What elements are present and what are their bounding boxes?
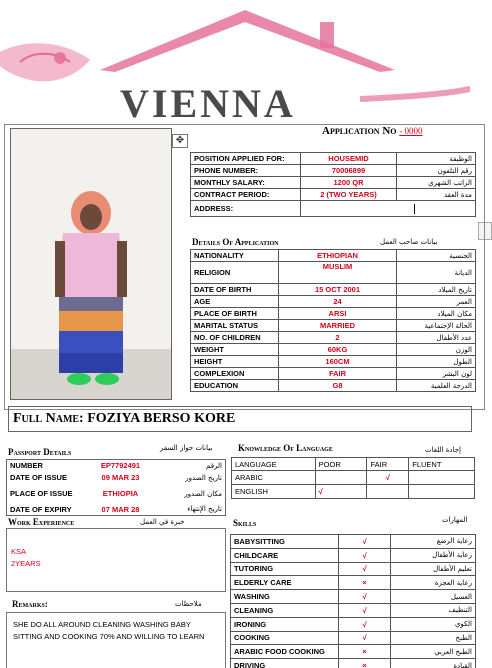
detail-arabic: الديانة — [397, 262, 476, 284]
detail-label: COMPLEXION — [191, 368, 279, 380]
details-title-arabic: بيانات صاحب العمل — [380, 238, 438, 246]
language-fluent — [409, 471, 475, 485]
salary-arabic: الراتب الشهري — [397, 177, 476, 189]
position-label: POSITION APPLIED FOR: — [191, 153, 301, 165]
detail-label: RELIGION — [191, 262, 279, 284]
detail-label: HEIGHT — [191, 356, 279, 368]
applicant-photo — [10, 128, 172, 400]
address-label: ADDRESS: — [191, 201, 301, 217]
table-row — [191, 320, 476, 332]
skill-mark: √ — [339, 617, 391, 631]
applicant-photo-illustration — [11, 129, 171, 399]
table-row — [191, 262, 476, 284]
application-number-label: Application No — [322, 125, 397, 137]
table-row — [191, 153, 476, 165]
passport-title-arabic: بيانات جواز السفر — [160, 444, 213, 452]
passport-label: PLACE OF ISSUE — [10, 489, 73, 498]
skill-arabic: رعاية العجزة — [391, 576, 476, 590]
detail-arabic: الوزن — [397, 344, 476, 356]
language-name: ENGLISH — [232, 485, 316, 499]
detail-value: 15 OCT 2001 — [279, 284, 397, 296]
table-row — [231, 631, 476, 645]
work-title: Work Experience — [8, 517, 75, 527]
table-row — [191, 284, 476, 296]
skill-arabic: التنظيف — [391, 603, 476, 617]
full-name-label: Full Name: — [13, 411, 84, 426]
move-handle-icon[interactable]: ✥ — [172, 134, 188, 148]
skill-arabic: القيادة — [391, 659, 476, 668]
application-number-value: - 0000 — [399, 126, 423, 136]
detail-arabic: الدرجة العلمية — [397, 380, 476, 392]
language-header: POOR — [315, 458, 367, 471]
table-row — [191, 165, 476, 177]
table-row — [231, 659, 476, 668]
passport-value: 09 MAR 23 — [101, 473, 140, 482]
detail-value: 160CM — [279, 356, 397, 368]
skill-name: ELDERLY CARE — [231, 576, 339, 590]
detail-value: 24 — [279, 296, 397, 308]
skill-name: ARABIC FOOD COOKING — [231, 645, 339, 659]
detail-value: ARSI — [279, 308, 397, 320]
skill-arabic: تعليم الأطفال — [391, 562, 476, 576]
table-row — [231, 617, 476, 631]
table-row — [7, 472, 226, 484]
detail-arabic: الحالة الإجتماعية — [397, 320, 476, 332]
skill-mark: √ — [339, 603, 391, 617]
table-row — [7, 484, 226, 504]
skill-name: DRIVING — [231, 659, 339, 668]
table-row — [231, 548, 476, 562]
skill-mark: × — [339, 645, 391, 659]
table-row — [191, 368, 476, 380]
detail-label: PLACE OF BIRTH — [191, 308, 279, 320]
language-name: ARABIC — [232, 471, 316, 485]
passport-label: DATE OF EXPIRY — [10, 504, 72, 514]
passport-value: 07 MAR 28 — [101, 504, 140, 514]
detail-label: NO. OF CHILDREN — [191, 332, 279, 344]
passport-arabic: تاريخ الإنتهاء — [187, 505, 222, 514]
language-fluent — [409, 485, 475, 499]
position-table — [190, 152, 476, 217]
detail-value: G8 — [279, 380, 397, 392]
work-title-arabic: خبرة في العمل — [140, 518, 185, 526]
table-row — [191, 189, 476, 201]
text-cursor — [414, 204, 415, 214]
detail-value: 60KG — [279, 344, 397, 356]
phone-label: PHONE NUMBER: — [191, 165, 301, 177]
detail-value: MARRIED — [279, 320, 397, 332]
table-row — [191, 296, 476, 308]
table-row — [231, 645, 476, 659]
phone-arabic: رقم التلفون — [397, 165, 476, 177]
skill-arabic: الكوي — [391, 617, 476, 631]
skill-arabic: الطبخ العربي — [391, 645, 476, 659]
table-row — [231, 562, 476, 576]
table-row — [7, 460, 226, 472]
detail-arabic: مكان الميلاد — [397, 308, 476, 320]
phone-value: 70006899 — [301, 165, 397, 177]
contract-label: CONTRACT PERIOD: — [191, 189, 301, 201]
language-header: FLUENT — [409, 458, 475, 471]
remarks-title: Remarks: — [12, 599, 48, 609]
full-name-box — [8, 406, 472, 432]
table-row — [231, 590, 476, 604]
passport-label: NUMBER — [10, 461, 43, 471]
table-row — [191, 308, 476, 320]
remarks-text: SHE DO ALL AROUND CLEANING WASHING BABY SITTING AND COOKING 70% AND WILLING TO LEARN — [13, 620, 205, 641]
language-fair — [367, 485, 409, 499]
work-experience-box — [6, 528, 226, 592]
full-name-value: FOZIYA BERSO KORE — [87, 411, 236, 426]
passport-table — [6, 459, 226, 516]
language-header: LANGUAGE — [232, 458, 316, 471]
table-row — [191, 356, 476, 368]
salary-label: MONTHLY SALARY: — [191, 177, 301, 189]
passport-arabic: تاريخ الصدور — [185, 473, 222, 482]
table-row — [232, 458, 475, 471]
detail-arabic: الطول — [397, 356, 476, 368]
skill-mark: √ — [339, 535, 391, 549]
skill-name: WASHING — [231, 590, 339, 604]
detail-arabic: عدد الأطفال — [397, 332, 476, 344]
passport-arabic: الرقم — [206, 461, 222, 470]
skill-mark: √ — [339, 548, 391, 562]
skill-mark: √ — [339, 631, 391, 645]
logo-text: VIENNA — [120, 81, 296, 126]
table-row — [191, 380, 476, 392]
skill-mark: × — [339, 659, 391, 668]
table-row — [191, 332, 476, 344]
detail-label: AGE — [191, 296, 279, 308]
detail-value: FAIR — [279, 368, 397, 380]
skill-arabic: الغسيل — [391, 590, 476, 604]
detail-value: 2 — [279, 332, 397, 344]
skill-mark: √ — [339, 590, 391, 604]
contract-arabic: مدة العقد — [397, 189, 476, 201]
detail-value: ETHIOPIAN — [279, 250, 397, 262]
contract-value: 2 (TWO YEARS) — [301, 189, 397, 201]
skill-arabic: رعاية الأطفال — [391, 548, 476, 562]
table-row — [7, 504, 226, 516]
vienna-logo — [0, 0, 492, 126]
skill-mark: √ — [339, 562, 391, 576]
work-country: KSA — [11, 547, 27, 556]
skill-arabic: رعاية الرضع — [391, 535, 476, 549]
passport-value: ETHIOPIA — [102, 489, 139, 498]
position-value: HOUSEMID — [301, 153, 397, 165]
table-row — [231, 576, 476, 590]
detail-label: MARITAL STATUS — [191, 320, 279, 332]
language-poor: √ — [315, 485, 367, 499]
skills-title: Skills — [233, 518, 257, 528]
passport-title: Passport Details — [8, 447, 72, 457]
language-poor — [315, 471, 367, 485]
detail-label: DATE OF BIRTH — [191, 284, 279, 296]
table-row — [191, 177, 476, 189]
table-row — [232, 485, 475, 499]
skill-name: BABYSITTING — [231, 535, 339, 549]
detail-label: NATIONALITY — [191, 250, 279, 262]
skill-mark: × — [339, 576, 391, 590]
skill-name: COOKING — [231, 631, 339, 645]
skill-name: TUTORING — [231, 562, 339, 576]
passport-value: EP7792491 — [100, 461, 141, 471]
skills-table — [230, 534, 476, 668]
detail-label: WEIGHT — [191, 344, 279, 356]
table-row — [191, 344, 476, 356]
detail-arabic: تاريخ الميلاد — [397, 284, 476, 296]
skill-arabic: الطبخ — [391, 631, 476, 645]
detail-label: EDUCATION — [191, 380, 279, 392]
remarks-box — [6, 612, 226, 668]
address-value[interactable] — [301, 201, 476, 217]
remarks-title-arabic: ملاحظات — [175, 600, 202, 608]
detail-arabic: العمر — [397, 296, 476, 308]
table-row — [191, 250, 476, 262]
language-title: Knowledge Of Language — [238, 443, 333, 453]
detail-value: MUSLIM — [279, 262, 397, 284]
salary-value: 1200 QR — [301, 177, 397, 189]
skills-title-arabic: المهارات — [442, 516, 468, 524]
language-header: FAIR — [367, 458, 409, 471]
work-years: 2YEARS — [11, 559, 41, 568]
language-fair: √ — [367, 471, 409, 485]
passport-label: DATE OF ISSUE — [10, 473, 67, 482]
detail-arabic: لون البشر — [397, 368, 476, 380]
application-number — [322, 125, 423, 137]
table-row — [191, 201, 476, 217]
language-table — [231, 457, 475, 499]
table-row — [231, 535, 476, 549]
detail-arabic: الجنسية — [397, 250, 476, 262]
details-title: Details Of Application — [192, 237, 279, 247]
skill-name: IRONING — [231, 617, 339, 631]
position-arabic: الوظيفة — [397, 153, 476, 165]
table-row — [231, 603, 476, 617]
skill-name: CLEANING — [231, 603, 339, 617]
language-title-arabic: إجادة اللغات — [425, 446, 461, 454]
skill-name: CHILDCARE — [231, 548, 339, 562]
passport-arabic: مكان الصدور — [184, 489, 222, 498]
table-row — [232, 471, 475, 485]
details-table — [190, 249, 476, 392]
